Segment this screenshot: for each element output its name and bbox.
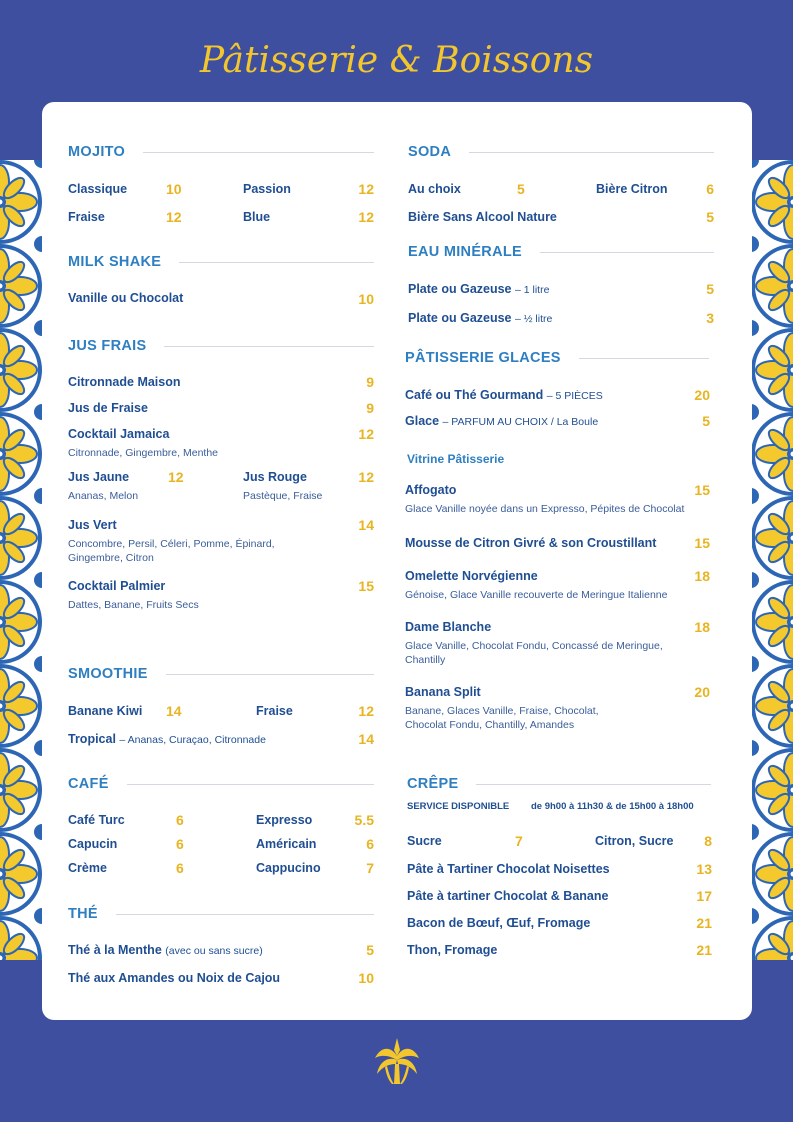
menu-price: 18 [694,568,710,584]
menu-price: 15 [694,482,710,498]
menu-price: 17 [696,888,712,904]
section-jus-frais [68,338,374,354]
menu-item-description: Dattes, Banane, Fruits Secs [68,599,199,611]
section-cafe [68,776,374,792]
section-crepe [407,776,711,792]
floral-tile-icon [751,160,793,960]
section-heading: SODA [408,144,452,160]
menu-item: Glace – PARFUM AU CHOIX / La Boule [405,414,599,428]
menu-item: Banane Kiwi [68,704,143,718]
menu-item: Citronnade Maison [68,375,181,389]
menu-price: 12 [166,209,182,225]
section-soda [408,144,714,160]
menu-price: 10 [358,970,374,986]
menu-price: 7 [515,833,523,849]
section-milk-shake [68,254,374,270]
menu-price: 9 [366,374,374,390]
menu-item: Fraise [256,704,293,718]
menu-price: 5 [706,209,714,225]
floral-tile-border-left [0,160,42,960]
subsection-vitrine: Vitrine Pâtisserie [407,452,505,466]
menu-price: 13 [696,861,712,877]
floral-tile-icon [0,160,42,960]
menu-item: Fraise [68,210,105,224]
menu-item: Capucin [68,837,118,851]
menu-item-description: Gingembre, Citron [68,552,154,564]
menu-item-description: Chocolat Fondu, Chantilly, Amandes [405,719,575,731]
menu-price: 6 [366,836,374,852]
menu-price: 8 [704,833,712,849]
section-heading: PÂTISSERIE GLACES [405,350,561,366]
menu-price: 5 [706,281,714,297]
divider [127,784,374,785]
divider [164,346,374,347]
menu-price: 6 [176,860,184,876]
section-heading: THÉ [68,906,98,922]
menu-price: 14 [166,703,182,719]
menu-item-note: – 1 litre [515,284,550,296]
menu-item: Tropical – Ananas, Curaçao, Citronnade [68,732,266,746]
menu-price: 21 [696,942,712,958]
menu-item: Au choix [408,182,461,196]
page-title: Pâtisserie & Boissons [199,40,594,81]
section-the [68,906,374,922]
section-heading: SMOOTHIE [68,666,148,682]
menu-item: Plate ou Gazeuse – 1 litre [408,282,550,296]
menu-item-description: Banane, Glaces Vanille, Fraise, Chocolat, [405,705,599,717]
menu-item: Cocktail Palmier [68,579,166,593]
menu-price: 14 [358,517,374,533]
section-patisserie-glaces [405,350,709,366]
menu-item: Cappucino [256,861,321,875]
menu-price: 21 [696,915,712,931]
menu-price: 9 [366,400,374,416]
menu-item: Jus Jaune [68,470,130,484]
menu-price: 10 [358,291,374,307]
menu-price: 18 [694,619,710,635]
menu-item-note: (avec ou sans sucre) [165,945,263,957]
menu-item-note: – 5 PIÈCES [546,390,603,402]
menu-item-note: – PARFUM AU CHOIX / La Boule [442,416,599,428]
divider [540,252,714,253]
menu-item: Cocktail Jamaica [68,427,170,441]
menu-price: 20 [694,684,710,700]
menu-item: Café ou Thé Gourmand – 5 PIÈCES [405,388,603,402]
section-heading: MILK SHAKE [68,254,162,270]
menu-item: Plate ou Gazeuse – ½ litre [408,311,553,325]
menu-item-description: Génoise, Glace Vanille recouverte de Meringue Italienne [405,589,668,601]
menu-item: Jus Vert [68,518,117,532]
divider [143,152,374,153]
menu-item: Américain [256,837,317,851]
menu-price: 5 [517,181,525,197]
menu-item: Pâte à Tartiner Chocolat Noisettes [407,862,610,876]
menu-item-description: Glace Vanille noyée dans un Expresso, Pépites de Chocolat [405,503,685,515]
menu-item: Jus de Fraise [68,401,148,415]
menu-item-description: Chantilly [405,654,446,666]
section-mojito [68,144,374,160]
section-heading: JUS FRAIS [68,338,147,354]
divider [179,262,374,263]
menu-item: Thon, Fromage [407,943,498,957]
menu-price: 12 [358,703,374,719]
menu-item: Bière Citron [596,182,668,196]
menu-item: Mousse de Citron Givré & son Croustillant [405,536,657,550]
section-heading: EAU MINÉRALE [408,244,522,260]
menu-price: 5.5 [354,812,374,828]
menu-item: Thé aux Amandes ou Noix de Cajou [68,971,281,985]
menu-price: 15 [358,578,374,594]
divider [579,358,709,359]
divider [116,914,374,915]
menu-item: Affogato [405,483,457,497]
menu-item: Vanille ou Chocolat [68,291,184,305]
section-eau-minerale [408,244,714,260]
menu-item: Banana Split [405,685,481,699]
menu-price: 12 [168,469,184,485]
section-heading: CRÊPE [407,776,459,792]
section-heading: MOJITO [68,144,126,160]
menu-price: 14 [358,731,374,747]
divider [476,784,711,785]
menu-item: Passion [243,182,291,196]
menu-item: Pâte à tartiner Chocolat & Banane [407,889,609,903]
menu-price: 10 [166,181,182,197]
menu-price: 15 [694,535,710,551]
menu-price: 3 [706,310,714,326]
menu-item-note: – Ananas, Curaçao, Citronnade [119,734,266,746]
menu-item: Sucre [407,834,442,848]
menu-price: 6 [176,812,184,828]
menu-item: Citron, Sucre [595,834,674,848]
menu-item: Thé à la Menthe (avec ou sans sucre) [68,943,263,957]
menu-item: Classique [68,182,128,196]
menu-price: 6 [176,836,184,852]
menu-item-note: – ½ litre [515,313,553,325]
divider [469,152,714,153]
menu-item: Omelette Norvégienne [405,569,538,583]
menu-item-description: Glace Vanille, Chocolat Fondu, Concassé de Meringue, [405,640,663,652]
menu-price: 5 [702,413,710,429]
menu-price: 12 [358,426,374,442]
menu-item: Crème [68,861,107,875]
floral-tile-border-right [751,160,793,960]
menu-item-description: Concombre, Persil, Céleri, Pomme, Épinard, [68,538,275,550]
service-label: SERVICE DISPONIBLE [407,801,510,812]
menu-price: 6 [706,181,714,197]
menu-item: Dame Blanche [405,620,492,634]
menu-price: 20 [694,387,710,403]
section-heading: CAFÉ [68,776,109,792]
service-hours: de 9h00 à 11h30 & de 15h00 à 18h00 [531,801,694,812]
menu-item: Café Turc [68,813,125,827]
menu-item-description: Pastèque, Fraise [243,490,323,502]
menu-item: Bacon de Bœuf, Œuf, Fromage [407,916,591,930]
menu-price: 7 [366,860,374,876]
menu-item: Blue [243,210,271,224]
divider [166,674,374,675]
menu-price: 12 [358,469,374,485]
menu-item: Jus Rouge [243,470,307,484]
section-smoothie [68,666,374,682]
menu-card [42,102,752,1020]
palm-leaf-logo-icon [373,1036,421,1086]
menu-price: 12 [358,209,374,225]
menu-item: Bière Sans Alcool Nature [408,210,557,224]
menu-item: Expresso [256,813,313,827]
menu-price: 12 [358,181,374,197]
menu-price: 5 [366,942,374,958]
menu-item-description: Citronnade, Gingembre, Menthe [68,447,218,459]
menu-item-description: Ananas, Melon [68,490,139,502]
